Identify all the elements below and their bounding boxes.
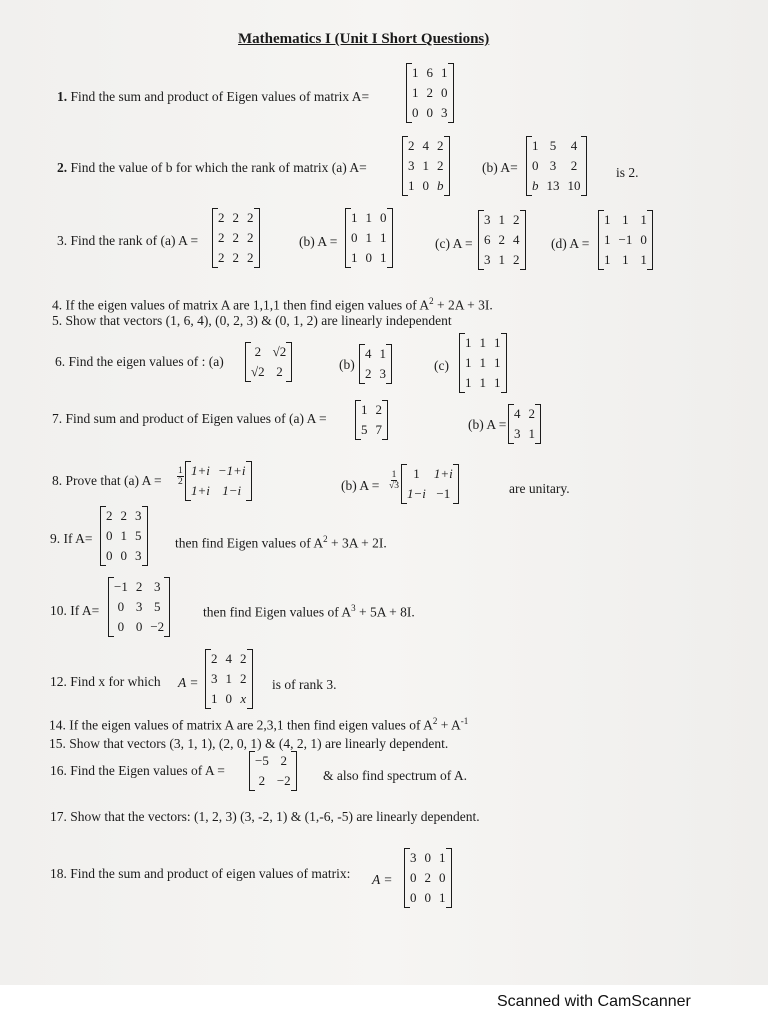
right-bracket bbox=[501, 333, 507, 393]
matrix-cell: 1 bbox=[380, 230, 387, 245]
left-bracket bbox=[598, 210, 604, 270]
matrix-cell: 2 bbox=[120, 508, 127, 523]
question-3a-matrix bbox=[214, 208, 258, 268]
matrix-cell: 2 bbox=[232, 210, 239, 225]
matrix-cell: 10 bbox=[567, 178, 581, 193]
matrix-cell: 1 bbox=[439, 850, 446, 865]
matrix-cell: 1−i bbox=[222, 483, 242, 498]
matrix-cell: 0 bbox=[106, 548, 113, 563]
matrix-cell: 1 bbox=[604, 252, 611, 267]
matrix-cell: 1 bbox=[479, 375, 486, 390]
matrix-cell: 4 bbox=[570, 138, 578, 153]
matrix-cell: 1 bbox=[494, 335, 501, 350]
matrix-cell: 3 bbox=[135, 508, 142, 523]
matrix-table bbox=[251, 751, 295, 791]
matrix-cell: 0 bbox=[106, 528, 113, 543]
matrix-cell: 2 bbox=[437, 158, 444, 173]
matrix-cell: 1 bbox=[413, 466, 420, 481]
question-10-tail-text: then find Eigen values of A bbox=[203, 604, 352, 620]
matrix-cell: 2 bbox=[247, 250, 254, 265]
matrix-cell: 3 bbox=[441, 105, 448, 120]
question-2-text: Find the value of b for which the rank of matrix (a) A= bbox=[70, 160, 367, 175]
question-16-text: 16. Find the Eigen values of A = bbox=[50, 763, 225, 778]
matrix-cell: 4 bbox=[513, 232, 520, 247]
matrix-cell: 0 bbox=[640, 232, 647, 247]
matrix-table bbox=[102, 506, 146, 566]
left-bracket bbox=[359, 344, 365, 384]
question-1-text: Find the sum and product of Eigen values of matrix A= bbox=[70, 89, 370, 104]
right-bracket bbox=[444, 136, 450, 196]
matrix-table bbox=[461, 333, 505, 393]
matrix-cell: 1 bbox=[120, 528, 127, 543]
question-14 bbox=[49, 716, 468, 734]
matrix-cell: 1 bbox=[351, 250, 358, 265]
right-bracket bbox=[142, 506, 148, 566]
left-bracket bbox=[355, 400, 361, 440]
matrix-cell: −5 bbox=[255, 753, 269, 768]
matrix-cell: 1 bbox=[479, 335, 486, 350]
matrix-cell: 2 bbox=[513, 252, 520, 267]
matrix-cell: x bbox=[240, 691, 247, 706]
right-bracket bbox=[254, 208, 260, 268]
matrix-cell: 1 bbox=[365, 230, 372, 245]
question-14-mid: + A bbox=[437, 717, 461, 733]
right-bracket bbox=[647, 210, 653, 270]
matrix-cell: 6 bbox=[426, 65, 433, 80]
question-10-tail-end: + 5A + 8I. bbox=[355, 604, 415, 620]
matrix-cell: 2 bbox=[106, 508, 113, 523]
matrix-cell: 3 bbox=[135, 599, 143, 614]
matrix-cell: 2 bbox=[276, 364, 283, 379]
matrix-cell: −2 bbox=[150, 619, 165, 634]
matrix-cell: 0 bbox=[424, 850, 431, 865]
matrix-cell: 3 bbox=[410, 850, 417, 865]
question-8-text: 8. Prove that (a) A = bbox=[52, 473, 162, 488]
matrix-cell: 1 bbox=[494, 355, 501, 370]
question-2b-matrix bbox=[528, 136, 585, 196]
question-3b-matrix bbox=[347, 208, 391, 268]
matrix-cell: 1 bbox=[365, 210, 372, 225]
right-bracket bbox=[535, 404, 541, 444]
left-bracket bbox=[205, 649, 211, 709]
matrix-cell: 3 bbox=[154, 579, 161, 594]
question-3d-matrix bbox=[600, 210, 651, 270]
matrix-cell: 0 bbox=[120, 548, 127, 563]
matrix-cell: √2 bbox=[272, 344, 287, 359]
left-bracket bbox=[526, 136, 532, 196]
right-bracket bbox=[446, 848, 452, 908]
question-2-tail: is 2. bbox=[616, 165, 639, 180]
matrix-cell: 1 bbox=[494, 375, 501, 390]
matrix-cell: 2 bbox=[211, 651, 218, 666]
matrix-cell: 0 bbox=[424, 890, 431, 905]
question-10-matrix bbox=[110, 577, 168, 637]
question-4-exponent: 2 bbox=[429, 296, 434, 306]
question-14-exponent: 2 bbox=[432, 716, 438, 726]
question-18-text: 18. Find the sum and product of eigen values of matrix: bbox=[50, 866, 351, 881]
matrix-cell: 2 bbox=[258, 773, 266, 788]
question-8a-matrix bbox=[187, 461, 250, 501]
question-7-text: 7. Find sum and product of Eigen values of (a) A = bbox=[52, 411, 327, 426]
left-bracket bbox=[401, 464, 407, 504]
matrix-cell: 2 bbox=[437, 138, 444, 153]
matrix-cell: −1+i bbox=[217, 463, 246, 478]
matrix-cell: 1 bbox=[380, 250, 387, 265]
matrix-cell: 1 bbox=[604, 232, 611, 247]
right-bracket bbox=[246, 461, 252, 501]
matrix-cell: 1 bbox=[412, 85, 419, 100]
question-8a-fraction bbox=[176, 466, 185, 487]
matrix-table bbox=[403, 464, 457, 504]
question-3d-label: (d) A = bbox=[551, 236, 590, 251]
question-2a-matrix bbox=[404, 136, 448, 196]
question-4-text: 4. If the eigen values of matrix A are 1,1,1 then find eigen values of A bbox=[52, 297, 430, 313]
question-9-exponent: 2 bbox=[323, 534, 328, 544]
matrix-cell: 5 bbox=[361, 422, 368, 437]
left-bracket bbox=[100, 506, 106, 566]
question-6a-matrix bbox=[247, 342, 290, 382]
left-bracket bbox=[402, 136, 408, 196]
question-6b-label: (b) bbox=[339, 357, 355, 372]
question-8b-fraction bbox=[388, 470, 400, 491]
matrix-cell: 6 bbox=[484, 232, 491, 247]
question-17-text: 17. Show that the vectors: (1, 2, 3) (3, -2, 1) & (1,-6, -5) are linearly dependent. bbox=[50, 809, 480, 824]
matrix-cell: 0 bbox=[412, 105, 419, 120]
matrix-cell: 2 bbox=[424, 870, 431, 885]
right-bracket bbox=[386, 344, 392, 384]
question-1-number: 1. bbox=[57, 89, 68, 104]
matrix-cell: 0 bbox=[117, 599, 125, 614]
matrix-cell: 3 bbox=[514, 426, 521, 441]
matrix-table bbox=[408, 63, 452, 123]
matrix-cell: 4 bbox=[422, 138, 429, 153]
matrix-cell: 2 bbox=[218, 230, 225, 245]
matrix-cell: 1 bbox=[361, 402, 368, 417]
question-3c-label: (c) A = bbox=[435, 236, 473, 251]
matrix-cell: 3 bbox=[379, 366, 386, 381]
matrix-cell: 1 bbox=[439, 890, 446, 905]
matrix-cell: 3 bbox=[484, 252, 491, 267]
matrix-cell: 0 bbox=[410, 870, 417, 885]
question-16-matrix bbox=[251, 751, 295, 791]
right-bracket bbox=[382, 400, 388, 440]
matrix-cell: 3 bbox=[211, 671, 218, 686]
matrix-cell: 3 bbox=[549, 158, 557, 173]
matrix-cell: 1 bbox=[225, 671, 232, 686]
matrix-cell: 2 bbox=[513, 212, 520, 227]
matrix-cell: −2 bbox=[276, 773, 291, 788]
right-bracket bbox=[286, 342, 292, 382]
question-12-matrix bbox=[207, 649, 251, 709]
matrix-cell: 1 bbox=[408, 178, 415, 193]
question-12-text: 12. Find x for which bbox=[50, 674, 161, 689]
left-bracket bbox=[108, 577, 114, 637]
matrix-cell: 1 bbox=[379, 346, 386, 361]
matrix-table bbox=[404, 136, 448, 196]
matrix-cell: 1 bbox=[441, 65, 448, 80]
matrix-table bbox=[347, 208, 391, 268]
question-8b-label: (b) A = bbox=[341, 478, 380, 493]
matrix-cell: 2 bbox=[240, 651, 247, 666]
matrix-cell: 0 bbox=[439, 870, 446, 885]
matrix-cell: 2 bbox=[240, 671, 247, 686]
matrix-cell: 1 bbox=[640, 252, 647, 267]
left-bracket bbox=[245, 342, 251, 382]
left-bracket bbox=[345, 208, 351, 268]
right-bracket bbox=[520, 210, 526, 270]
question-8a-numerator: 1 bbox=[178, 466, 183, 476]
matrix-cell: 1 bbox=[465, 375, 472, 390]
matrix-table bbox=[528, 136, 585, 196]
matrix-cell: 1 bbox=[465, 355, 472, 370]
matrix-cell: 0 bbox=[225, 691, 232, 706]
matrix-cell: 2 bbox=[218, 250, 225, 265]
matrix-cell: 5 bbox=[135, 528, 142, 543]
question-2 bbox=[57, 160, 367, 176]
question-6-text: 6. Find the eigen values of : (a) bbox=[55, 354, 224, 369]
question-7b-label: (b) A = bbox=[468, 417, 507, 432]
matrix-table bbox=[406, 848, 450, 908]
matrix-cell: 2 bbox=[375, 402, 382, 417]
question-12-tail: is of rank 3. bbox=[272, 677, 337, 692]
left-bracket bbox=[406, 63, 412, 123]
right-bracket bbox=[164, 577, 170, 637]
matrix-cell: 1 bbox=[622, 212, 629, 227]
matrix-cell: 0 bbox=[532, 158, 539, 173]
question-10-exponent: 3 bbox=[351, 603, 356, 613]
question-18-lhs: A = bbox=[372, 872, 393, 887]
matrix-cell: 2 bbox=[232, 250, 239, 265]
matrix-table bbox=[480, 210, 524, 270]
right-bracket bbox=[581, 136, 587, 196]
matrix-cell: 1 bbox=[412, 65, 419, 80]
matrix-table bbox=[600, 210, 651, 270]
matrix-cell: 1 bbox=[211, 691, 218, 706]
question-8b-matrix bbox=[403, 464, 457, 504]
matrix-cell: 1 bbox=[498, 252, 505, 267]
matrix-cell: 2 bbox=[498, 232, 505, 247]
left-bracket bbox=[212, 208, 218, 268]
matrix-cell: 1−i bbox=[407, 486, 426, 501]
matrix-cell: 2 bbox=[254, 344, 262, 359]
matrix-cell: 0 bbox=[380, 210, 387, 225]
left-bracket bbox=[508, 404, 514, 444]
right-bracket bbox=[247, 649, 253, 709]
question-9-text: 9. If A= bbox=[50, 531, 93, 546]
matrix-cell: 1 bbox=[640, 212, 647, 227]
matrix-cell: b bbox=[532, 178, 539, 193]
matrix-table bbox=[110, 577, 168, 637]
matrix-cell: 2 bbox=[247, 230, 254, 245]
matrix-cell: 4 bbox=[365, 346, 372, 361]
camscanner-watermark: Scanned with CamScanner bbox=[497, 993, 691, 1010]
question-18-matrix bbox=[406, 848, 450, 908]
matrix-cell: 3 bbox=[484, 212, 491, 227]
matrix-cell: 1 bbox=[528, 426, 535, 441]
right-bracket bbox=[453, 464, 459, 504]
matrix-cell: 2 bbox=[365, 366, 372, 381]
matrix-cell: 13 bbox=[546, 178, 560, 193]
question-9-tail-text: then find Eigen values of A bbox=[175, 535, 324, 551]
question-2b-label: (b) A= bbox=[482, 160, 518, 175]
question-10-text: 10. If A= bbox=[50, 603, 100, 618]
matrix-cell: 1+i bbox=[191, 463, 210, 478]
matrix-cell: √2 bbox=[251, 364, 265, 379]
matrix-cell: 1 bbox=[422, 158, 429, 173]
left-bracket bbox=[478, 210, 484, 270]
page-title: Mathematics I (Unit I Short Questions) bbox=[238, 31, 490, 47]
matrix-cell: 0 bbox=[410, 890, 417, 905]
matrix-cell: −1 bbox=[618, 232, 633, 247]
matrix-cell: 1+i bbox=[191, 483, 210, 498]
matrix-cell: 5 bbox=[154, 599, 161, 614]
matrix-cell: 1 bbox=[351, 210, 358, 225]
matrix-cell: 7 bbox=[375, 422, 382, 437]
matrix-cell: 2 bbox=[280, 753, 288, 768]
right-bracket bbox=[387, 208, 393, 268]
question-4 bbox=[52, 296, 493, 314]
right-bracket bbox=[448, 63, 454, 123]
left-bracket bbox=[185, 461, 191, 501]
matrix-cell: −1 bbox=[114, 579, 128, 594]
question-2-number: 2. bbox=[57, 160, 68, 175]
question-14-text: 14. If the eigen values of matrix A are 2,3,1 then find eigen values of A bbox=[49, 717, 433, 733]
matrix-cell: 0 bbox=[351, 230, 358, 245]
question-4-tail: + 2A + 3I. bbox=[433, 297, 493, 313]
left-bracket bbox=[404, 848, 410, 908]
question-6c-matrix bbox=[461, 333, 505, 393]
left-bracket bbox=[249, 751, 255, 791]
matrix-cell: 1 bbox=[498, 212, 505, 227]
question-12-lhs: A = bbox=[178, 675, 199, 690]
matrix-cell: 1 bbox=[604, 212, 611, 227]
matrix-cell: 0 bbox=[365, 250, 372, 265]
question-8-tail: are unitary. bbox=[509, 481, 570, 496]
matrix-cell: 1 bbox=[479, 355, 486, 370]
question-6b-matrix bbox=[361, 344, 390, 384]
question-3b-label: (b) A = bbox=[299, 234, 338, 249]
question-1 bbox=[57, 89, 369, 105]
matrix-cell: 1 bbox=[465, 335, 472, 350]
matrix-cell: 2 bbox=[135, 579, 143, 594]
matrix-cell: 2 bbox=[528, 406, 535, 421]
matrix-table bbox=[214, 208, 258, 268]
matrix-cell: 2 bbox=[408, 138, 415, 153]
matrix-cell: 4 bbox=[225, 651, 232, 666]
question-8b-numerator: 1 bbox=[391, 470, 397, 480]
question-3-text: 3. Find the rank of (a) A = bbox=[57, 233, 199, 248]
question-7a-matrix bbox=[357, 400, 386, 440]
matrix-cell: 2 bbox=[218, 210, 225, 225]
matrix-table bbox=[247, 342, 290, 382]
question-8b-denominator: √3 bbox=[389, 481, 399, 491]
question-16-tail: & also find spectrum of A. bbox=[323, 768, 467, 783]
matrix-cell: b bbox=[437, 178, 444, 193]
matrix-cell: 1 bbox=[622, 252, 629, 267]
matrix-cell: 1+i bbox=[433, 466, 453, 481]
question-6c-label: (c) bbox=[434, 358, 449, 373]
matrix-cell: 0 bbox=[426, 105, 433, 120]
matrix-cell: −1 bbox=[436, 486, 451, 501]
matrix-cell: 4 bbox=[514, 406, 521, 421]
matrix-cell: 2 bbox=[247, 210, 254, 225]
matrix-cell: 5 bbox=[549, 138, 557, 153]
question-9-tail bbox=[175, 534, 387, 552]
question-10-tail bbox=[203, 603, 415, 621]
matrix-cell: 0 bbox=[117, 619, 125, 634]
matrix-cell: 0 bbox=[135, 619, 143, 634]
matrix-cell: 2 bbox=[232, 230, 239, 245]
matrix-cell: 0 bbox=[441, 85, 448, 100]
question-8a-denominator: 2 bbox=[178, 477, 183, 487]
left-bracket bbox=[459, 333, 465, 393]
question-9-matrix bbox=[102, 506, 146, 566]
question-15-text: 15. Show that vectors (3, 1, 1), (2, 0, 1) & (4, 2, 1) are linearly dependent. bbox=[49, 736, 449, 751]
right-bracket bbox=[291, 751, 297, 791]
question-14-exponent-2: -1 bbox=[460, 716, 469, 726]
matrix-cell: 2 bbox=[426, 85, 433, 100]
matrix-cell: 3 bbox=[135, 548, 142, 563]
question-5-text: 5. Show that vectors (1, 6, 4), (0, 2, 3) & (0, 1, 2) are linearly independent bbox=[52, 313, 452, 328]
question-9-tail-end: + 3A + 2I. bbox=[327, 535, 387, 551]
matrix-cell: 2 bbox=[570, 158, 578, 173]
question-3c-matrix bbox=[480, 210, 524, 270]
matrix-cell: 3 bbox=[408, 158, 415, 173]
matrix-table bbox=[187, 461, 250, 501]
matrix-cell: 0 bbox=[422, 178, 429, 193]
matrix-cell: 1 bbox=[532, 138, 539, 153]
question-1-matrix bbox=[408, 63, 452, 123]
question-7b-matrix bbox=[510, 404, 539, 444]
matrix-table bbox=[207, 649, 251, 709]
